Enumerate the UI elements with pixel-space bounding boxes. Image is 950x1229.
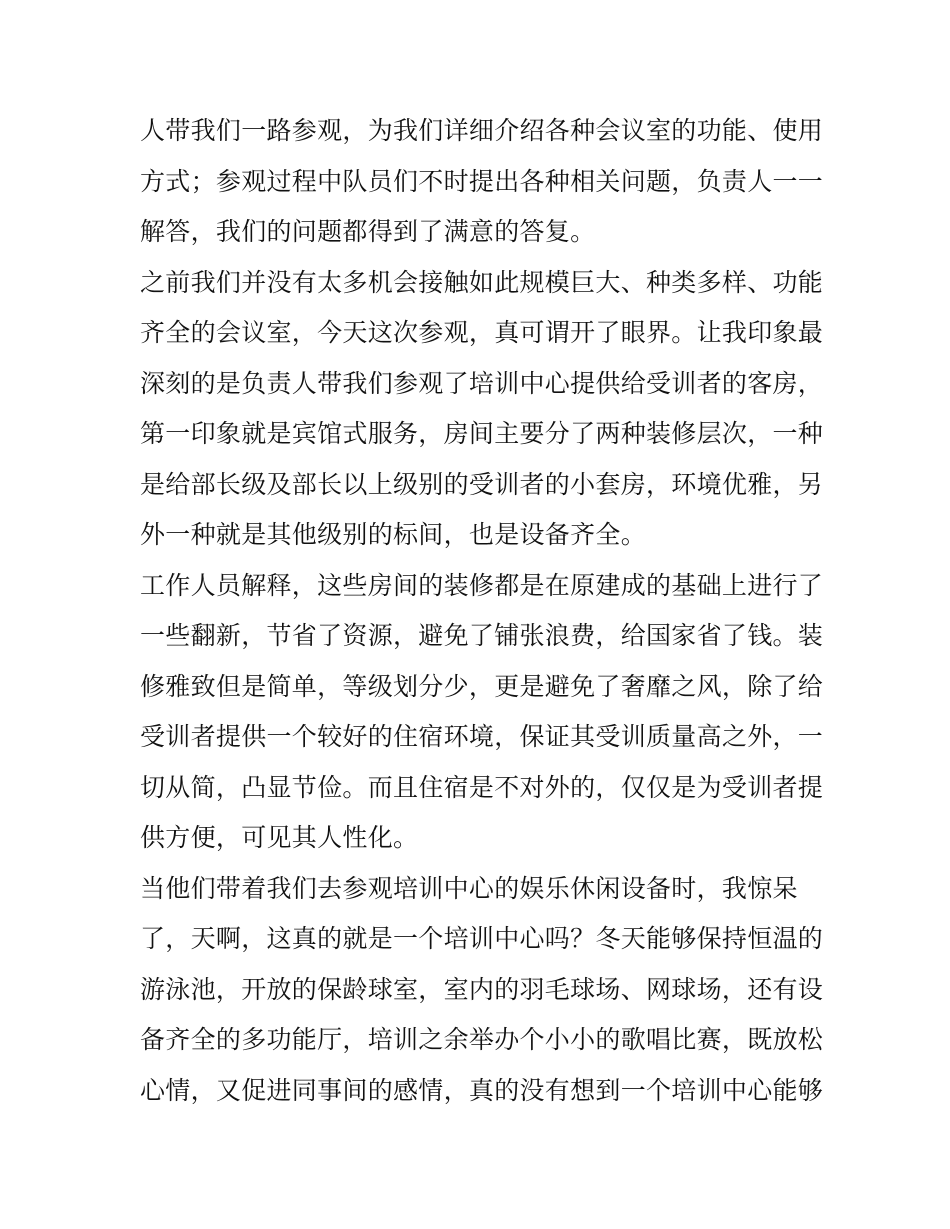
text-line: 受训者提供一个较好的住宿环境，保证其受训质量高之外，一 (140, 722, 824, 751)
text-line: 人带我们一路参观，为我们详细介绍各种会议室的功能、使用 (140, 116, 824, 145)
text-line: 游泳池，开放的保龄球室，室内的羽毛球场、网球场，还有设 (140, 974, 824, 1004)
text-line: 解答，我们的问题都得到了满意的答复。 (140, 217, 596, 246)
text-line: 外一种就是其他级别的标间，也是设备齐全。 (140, 520, 647, 549)
text-line: 供方便，可见其人性化。 (140, 823, 419, 852)
text-line: 了，天啊，这真的就是一个培训中心吗？冬天能够保持恒温的 (140, 924, 824, 953)
text-line: 工作人员解释，这些房间的装修都是在原建成的基础上进行了 (140, 570, 824, 600)
text-line: 切从简，凸显节俭。而且住宿是不对外的，仅仅是为受训者提 (140, 772, 824, 802)
text-line: 修雅致但是简单，等级划分少，更是避免了奢靡之风，除了给 (140, 671, 824, 701)
text-line: 心情，又促进同事间的感情，真的没有想到一个培训中心能够 (140, 1075, 824, 1105)
text-line: 备齐全的多功能厅，培训之余举办个小小的歌唱比赛，既放松 (140, 1025, 824, 1054)
text-line: 之前我们并没有太多机会接触如此规模巨大、种类多样、功能 (140, 267, 824, 297)
text-line: 当他们带着我们去参观培训中心的娱乐休闲设备时，我惊呆 (140, 873, 798, 903)
text-line: 一些翻新，节省了资源，避免了铺张浪费，给国家省了钱。装 (140, 621, 824, 650)
text-line: 深刻的是负责人带我们参观了培训中心提供给受训者的客房， (140, 368, 824, 398)
text-line: 第一印象就是宾馆式服务，房间主要分了两种装修层次，一种 (140, 419, 824, 448)
text-line: 是给部长级及部长以上级别的受训者的小套房，环境优雅，另 (140, 469, 824, 499)
text-line: 方式；参观过程中队员们不时提出各种相关问题，负责人一一 (140, 166, 824, 196)
document-body (140, 106, 824, 1116)
text-line: 齐全的会议室，今天这次参观，真可谓开了眼界。让我印象最 (140, 318, 824, 347)
